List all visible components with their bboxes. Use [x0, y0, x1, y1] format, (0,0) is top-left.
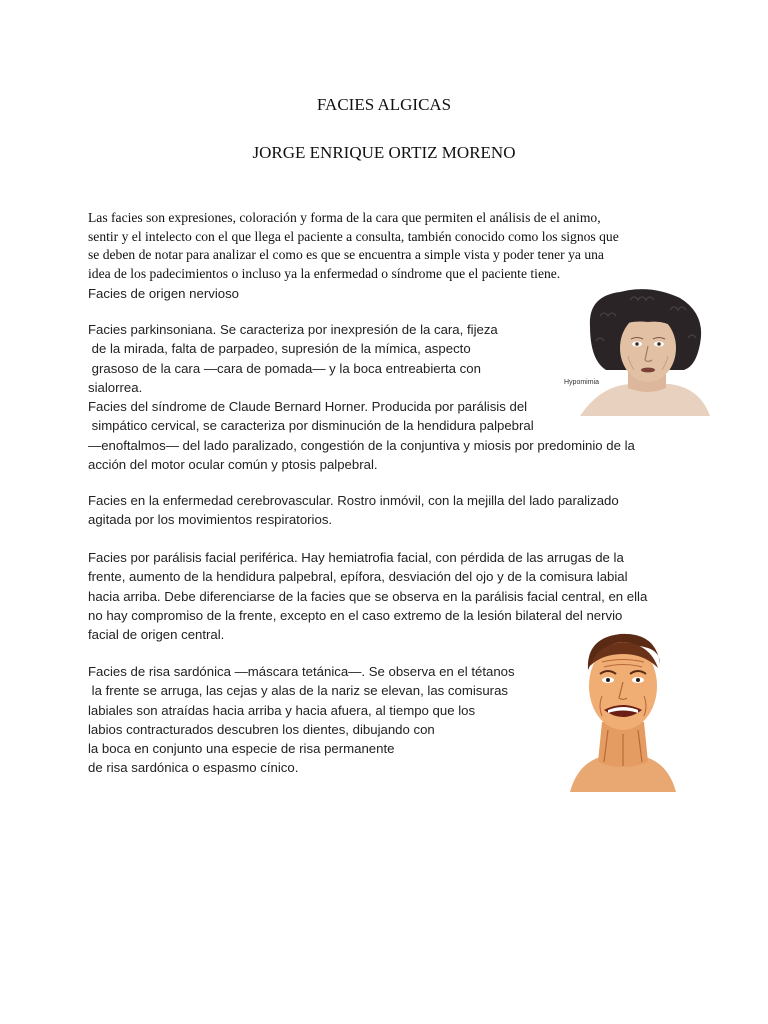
- paragraph-line: de la mirada, falta de parpadeo, supresión de la mímica, aspecto: [88, 341, 471, 357]
- section-heading-block: [88, 284, 239, 303]
- risa-sardonica-figure: [568, 630, 678, 792]
- paragraph-line: Facies parkinsoniana. Se caracteriza por inexpresión de la cara, fijeza: [88, 322, 498, 337]
- paragraph-line: labiales son atraídas hacia arriba y hacia afuera, al tiempo que los: [88, 702, 476, 718]
- paragraph-line: agitada por los movimientos respiratorios.: [88, 512, 333, 528]
- paragraph-line: Facies por parálisis facial periférica. Hay hemiatrofia facial, con pérdida de las arrugas de la: [88, 550, 624, 565]
- parkinson-paragraph: [88, 320, 498, 397]
- paragraph-line: simpático cervical, se caracteriza por disminución de la hendidura palpebral: [88, 418, 534, 434]
- cerebrovascular-paragraph: [88, 491, 619, 530]
- intro-line: sentir y el intelecto con el que llega el paciente a consulta, también conocido como los signos que: [88, 228, 619, 244]
- risa-sardonica-paragraph: [88, 662, 515, 778]
- paragraph-line: no hay compromiso de la frente, excepto en el caso extremo de la lesión bilateral del nervio: [88, 607, 623, 623]
- document-title: FACIES ALGICAS: [316, 95, 452, 114]
- figure-caption: Hypomimia: [564, 379, 600, 386]
- paragraph-line: —enoftalmos— del lado paralizado, congestión de la conjuntiva y miosis por predominio de la: [88, 437, 635, 453]
- paragraph-line: frente, aumento de la hendidura palpebral, epífora, desviación del ojo y de la comisura labial: [88, 569, 628, 585]
- paragraph-line: facial de origen central.: [88, 627, 225, 643]
- document-author: JORGE ENRIQUE ORTIZ MORENO: [252, 143, 516, 162]
- horner-paragraph: [88, 397, 635, 474]
- paragraph-line: Facies de risa sardónica —máscara tetánica—. Se observa en el tétanos: [88, 664, 515, 679]
- paragraph-line: acción del motor ocular común y ptosis palpebral.: [88, 456, 378, 472]
- paragraph-line: la boca en conjunto una especie de risa permanente: [88, 741, 395, 757]
- paragraph-line: sialorrea.: [88, 379, 143, 395]
- paragraph-line: la frente se arruga, las cejas y alas de la nariz se elevan, las comisuras: [88, 683, 509, 699]
- paragraph-line: grasoso de la cara —cara de pomada— y la boca entreabierta con: [88, 360, 481, 376]
- parkinsonian-face-figure: [560, 286, 720, 416]
- risa-sardonica-illustration: [568, 630, 678, 792]
- intro-line: idea de los padecimientos o incluso ya la enfermedad o síndrome que el paciente tiene.: [88, 265, 561, 281]
- parkinsonian-face-illustration: [560, 286, 720, 416]
- section-heading: Facies de origen nervioso: [88, 286, 240, 301]
- paragraph-line: Facies del síndrome de Claude Bernard Horner. Producida por parálisis del: [88, 399, 528, 414]
- intro-line: se deben de notar para analizar el como es que se encuentra a simple vista y poder tener ya una: [88, 247, 604, 262]
- paragraph-line: de risa sardónica o espasmo cínico.: [88, 760, 299, 776]
- paragraph-line: Facies en la enfermedad cerebrovascular. Rostro inmóvil, con la mejilla del lado paralizado: [88, 493, 619, 508]
- paragraph-line: labios contracturados descubren los dientes, dibujando con: [88, 721, 435, 737]
- intro-paragraph: [88, 209, 678, 283]
- facial-paralysis-paragraph: [88, 548, 647, 644]
- intro-line: Las facies son expresiones, coloración y forma de la cara que permiten el análisis de el animo,: [88, 210, 601, 225]
- paragraph-line: hacia arriba. Debe diferenciarse de la facies que se observa en la parálisis facial central, en ella: [88, 588, 648, 604]
